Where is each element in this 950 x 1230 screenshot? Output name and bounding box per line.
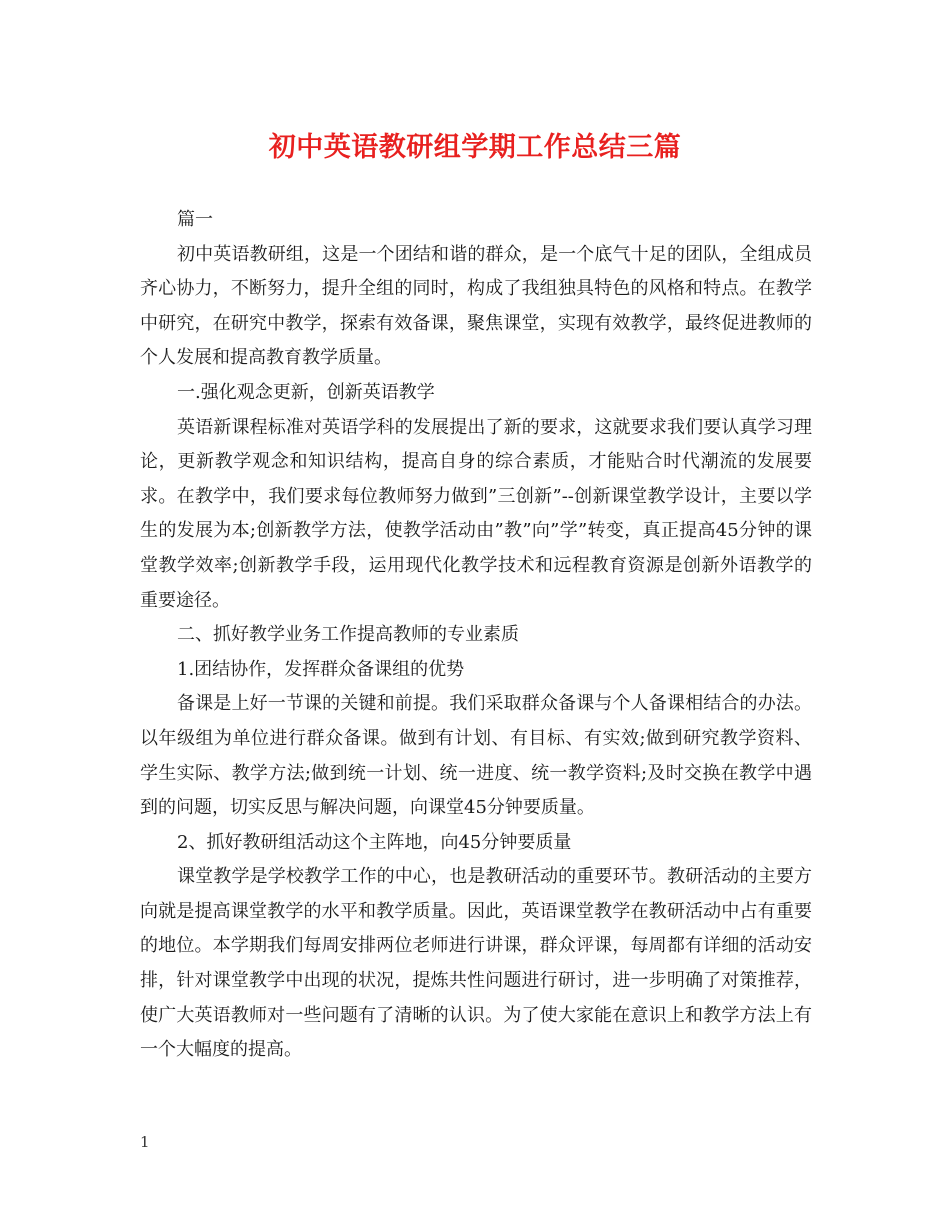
document-title: 初中英语教研组学期工作总结三篇 [268, 132, 682, 163]
document-body [140, 203, 812, 1068]
section-heading-part-one: 篇一 [177, 209, 213, 230]
section-heading: 一.强化观念更新，创新英语教学 [177, 381, 435, 403]
body-paragraph: 初中英语教研组，这是一个团结和谐的群众，是一个底气十足的团队，全组成员齐心协力，不断努力，提升全组的同时，构成了我组独具特色的风格和特点。在教学中研究，在研究中教学，探索有效备课，聚焦课堂，实现有效教学，最终促进教师的个人发展和提高教育教学质量。 [140, 243, 812, 369]
body-paragraph: 课堂教学是学校教学工作的中心，也是教研活动的重要环节。教研活动的主要方向就是提高课堂教学的水平和教学质量。因此，英语课堂教学在教研活动中占有重要的地位。本学期我们每周安排两位老师进行讲课，群众评课，每周都有详细的活动安排，针对课堂教学中出现的状况，提炼共性问题进行研讨，进一步明确了对策推荐，使广大英语教师对一些问题有了清晰的认识。为了使大家能在意识上和教学方法上有一个大幅度的提高。 [140, 866, 812, 1061]
page-number: 1 [140, 1133, 150, 1151]
subsection-heading: 2、抓好教研组活动这个主阵地，向45分钟要质量 [177, 831, 572, 853]
subsection-heading: 1.团结协作，发挥群众备课组的优势 [177, 658, 465, 680]
body-paragraph: 备课是上好一节课的关键和前提。我们采取群众备课与个人备课相结合的办法。以年级组为单位进行群众备课。做到有计划、有目标、有实效;做到研究教学资料、学生实际、教学方法;做到统一计划、统一进度、统一教学资料;及时交换在教学中遇到的问题，切实反思与解决问题，向课堂45分钟要质量。 [140, 693, 812, 819]
body-paragraph: 英语新课程标准对英语学科的发展提出了新的要求，这就要求我们要认真学习理论，更新教学观念和知识结构，提高自身的综合素质，才能贴合时代潮流的发展要求。在教学中，我们要求每位教师努力做到”三创新”--创新课堂教学设计，主要以学生的发展为本;创新教学方法，使教学活动由”教”向”学”转变，真正提高45分钟的课堂教学效率;创新教学手段，运用现代化教学技术和远程教育资源是创新外语教学的重要途径。 [140, 416, 812, 611]
section-heading: 二、抓好教学业务工作提高教师的专业素质 [177, 624, 519, 646]
